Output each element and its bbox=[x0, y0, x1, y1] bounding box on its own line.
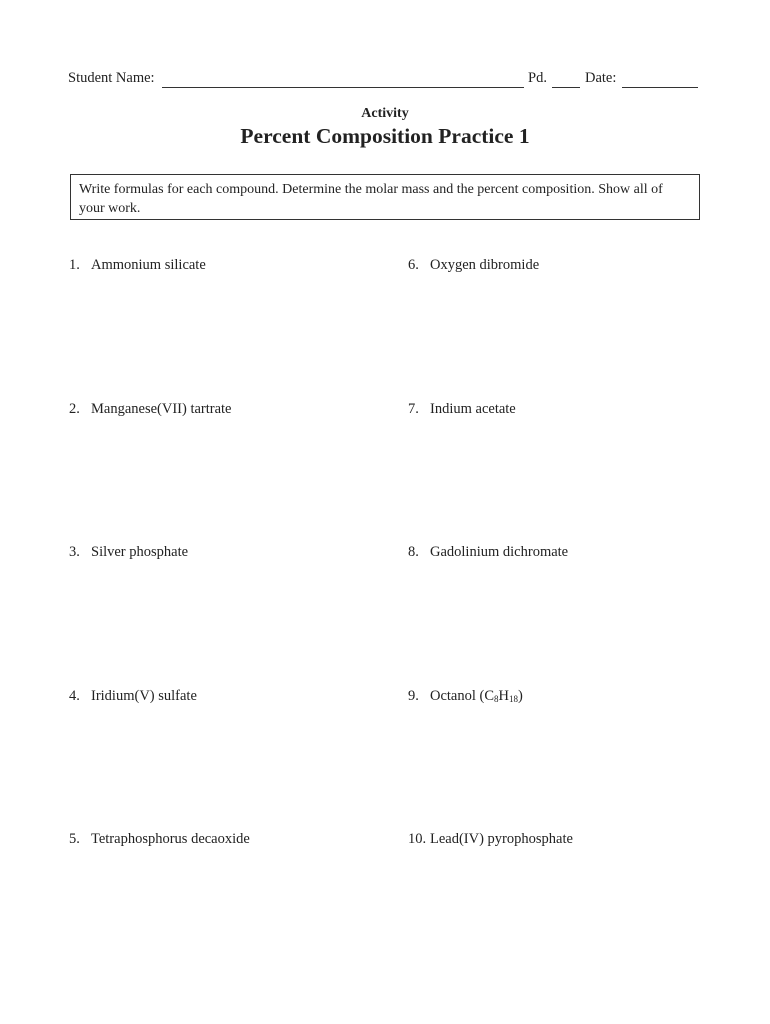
problem-2 bbox=[69, 401, 232, 418]
problem-name: Octanol (C bbox=[430, 688, 495, 704]
problem-6 bbox=[408, 257, 539, 274]
problem-name: Ammonium silicate bbox=[91, 257, 206, 273]
problem-7 bbox=[408, 401, 516, 418]
problem-5 bbox=[69, 831, 250, 848]
problem-name: Manganese(VII) tartrate bbox=[91, 401, 232, 417]
activity-label: Activity bbox=[361, 106, 409, 121]
problem-number: 8. bbox=[408, 544, 419, 560]
problem-name: Lead(IV) pyrophosphate bbox=[430, 831, 573, 847]
pd-label: Pd. bbox=[528, 70, 547, 86]
header-row bbox=[68, 70, 700, 90]
problem-10 bbox=[408, 831, 573, 848]
problem-number: 9. bbox=[408, 688, 419, 704]
student-name-blank[interactable] bbox=[162, 87, 524, 88]
problem-number: 10. bbox=[408, 831, 427, 847]
problem-number: 1. bbox=[69, 257, 80, 273]
problem-number: 4. bbox=[69, 688, 80, 704]
pd-blank[interactable] bbox=[552, 87, 580, 88]
problem-name: Silver phosphate bbox=[91, 544, 189, 560]
page-title: Percent Composition Practice 1 bbox=[240, 124, 530, 148]
student-name-label: Student Name: bbox=[68, 70, 155, 86]
subscript-18: 18 bbox=[509, 694, 519, 704]
problem-name: Tetraphosphorus decaoxide bbox=[91, 831, 250, 847]
problem-name: Iridium(V) sulfate bbox=[91, 688, 197, 704]
problem-9 bbox=[408, 688, 523, 705]
problem-number: 3. bbox=[69, 544, 80, 560]
date-label: Date: bbox=[585, 70, 617, 86]
formula-close: ) bbox=[518, 688, 523, 704]
problem-8 bbox=[408, 544, 568, 561]
problem-number: 7. bbox=[408, 401, 419, 417]
problem-number: 2. bbox=[69, 401, 80, 417]
problem-number: 5. bbox=[69, 831, 80, 847]
problem-1 bbox=[69, 257, 206, 274]
problem-3 bbox=[69, 544, 188, 561]
date-blank[interactable] bbox=[622, 87, 698, 88]
problem-number: 6. bbox=[408, 257, 419, 273]
subscript-8: 8 bbox=[494, 694, 499, 704]
problem-name: Indium acetate bbox=[430, 401, 516, 417]
problem-4 bbox=[69, 688, 197, 705]
instructions-box: Write formulas for each compound. Determine the molar mass and the percent composition. Show all of your work. bbox=[70, 174, 700, 220]
formula-h: H bbox=[498, 688, 510, 704]
problem-name: Gadolinium dichromate bbox=[430, 544, 569, 560]
problem-name: Oxygen dibromide bbox=[430, 257, 540, 273]
